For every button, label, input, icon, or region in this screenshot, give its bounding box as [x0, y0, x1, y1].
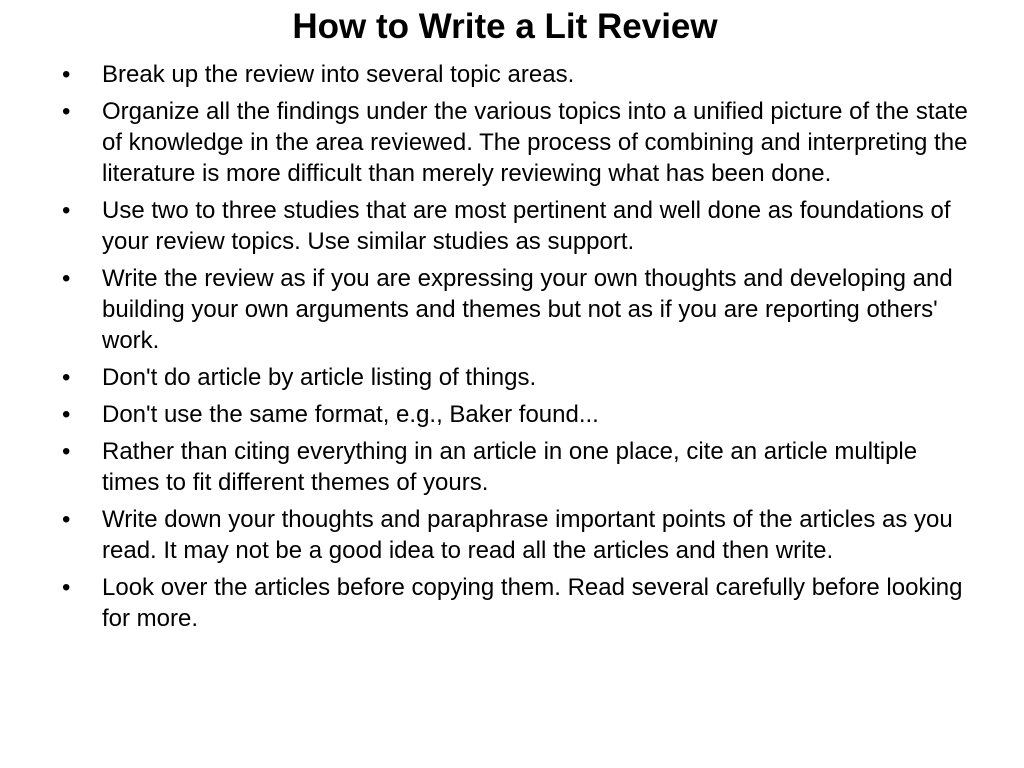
bullet-list	[62, 59, 972, 640]
bullet-item-8	[62, 504, 972, 566]
slide-title: How to Write a Lit Review	[292, 7, 718, 46]
bullet-text: Write down your thoughts and paraphrase important points of the articles as you read. It may not be a good idea to read all the articles and then write.	[102, 506, 953, 564]
bullet-item-9	[62, 572, 972, 634]
bullet-icon: •	[62, 98, 71, 125]
bullet-item-3	[62, 195, 972, 257]
bullet-text: Organize all the findings under the various topics into a unified picture of the state of knowledge in the area reviewed. The process of combining and interpreting the literature is more difficult than merely reviewing what has been done.	[102, 98, 968, 187]
bullet-text: Rather than citing everything in an article in one place, cite an article multiple times to fit different themes of yours.	[102, 438, 918, 496]
bullet-item-4	[62, 263, 972, 356]
bullet-icon: •	[62, 574, 71, 601]
bullet-icon: •	[62, 197, 71, 224]
bullet-icon: •	[62, 364, 71, 391]
bullet-icon: •	[62, 438, 71, 465]
bullet-icon: •	[62, 401, 71, 428]
bullet-item-2	[62, 96, 972, 189]
bullet-icon: •	[62, 265, 71, 292]
bullet-item-5	[62, 362, 972, 393]
bullet-text: Don't do article by article listing of things.	[102, 364, 537, 391]
bullet-text: Write the review as if you are expressing your own thoughts and developing and building your own arguments and themes but not as if you are reporting others' work.	[102, 265, 953, 354]
bullet-text: Break up the review into several topic areas.	[102, 61, 575, 88]
bullet-item-1	[62, 59, 972, 90]
bullet-text: Use two to three studies that are most pertinent and well done as foundations of your review topics. Use similar studies as support.	[102, 197, 951, 255]
bullet-item-7	[62, 436, 972, 498]
bullet-icon: •	[62, 506, 71, 533]
bullet-icon: •	[62, 61, 71, 88]
bullet-text: Don't use the same format, e.g., Baker found...	[102, 401, 599, 428]
bullet-text: Look over the articles before copying them. Read several carefully before looking for more.	[102, 574, 963, 632]
bullet-item-6	[62, 399, 972, 430]
